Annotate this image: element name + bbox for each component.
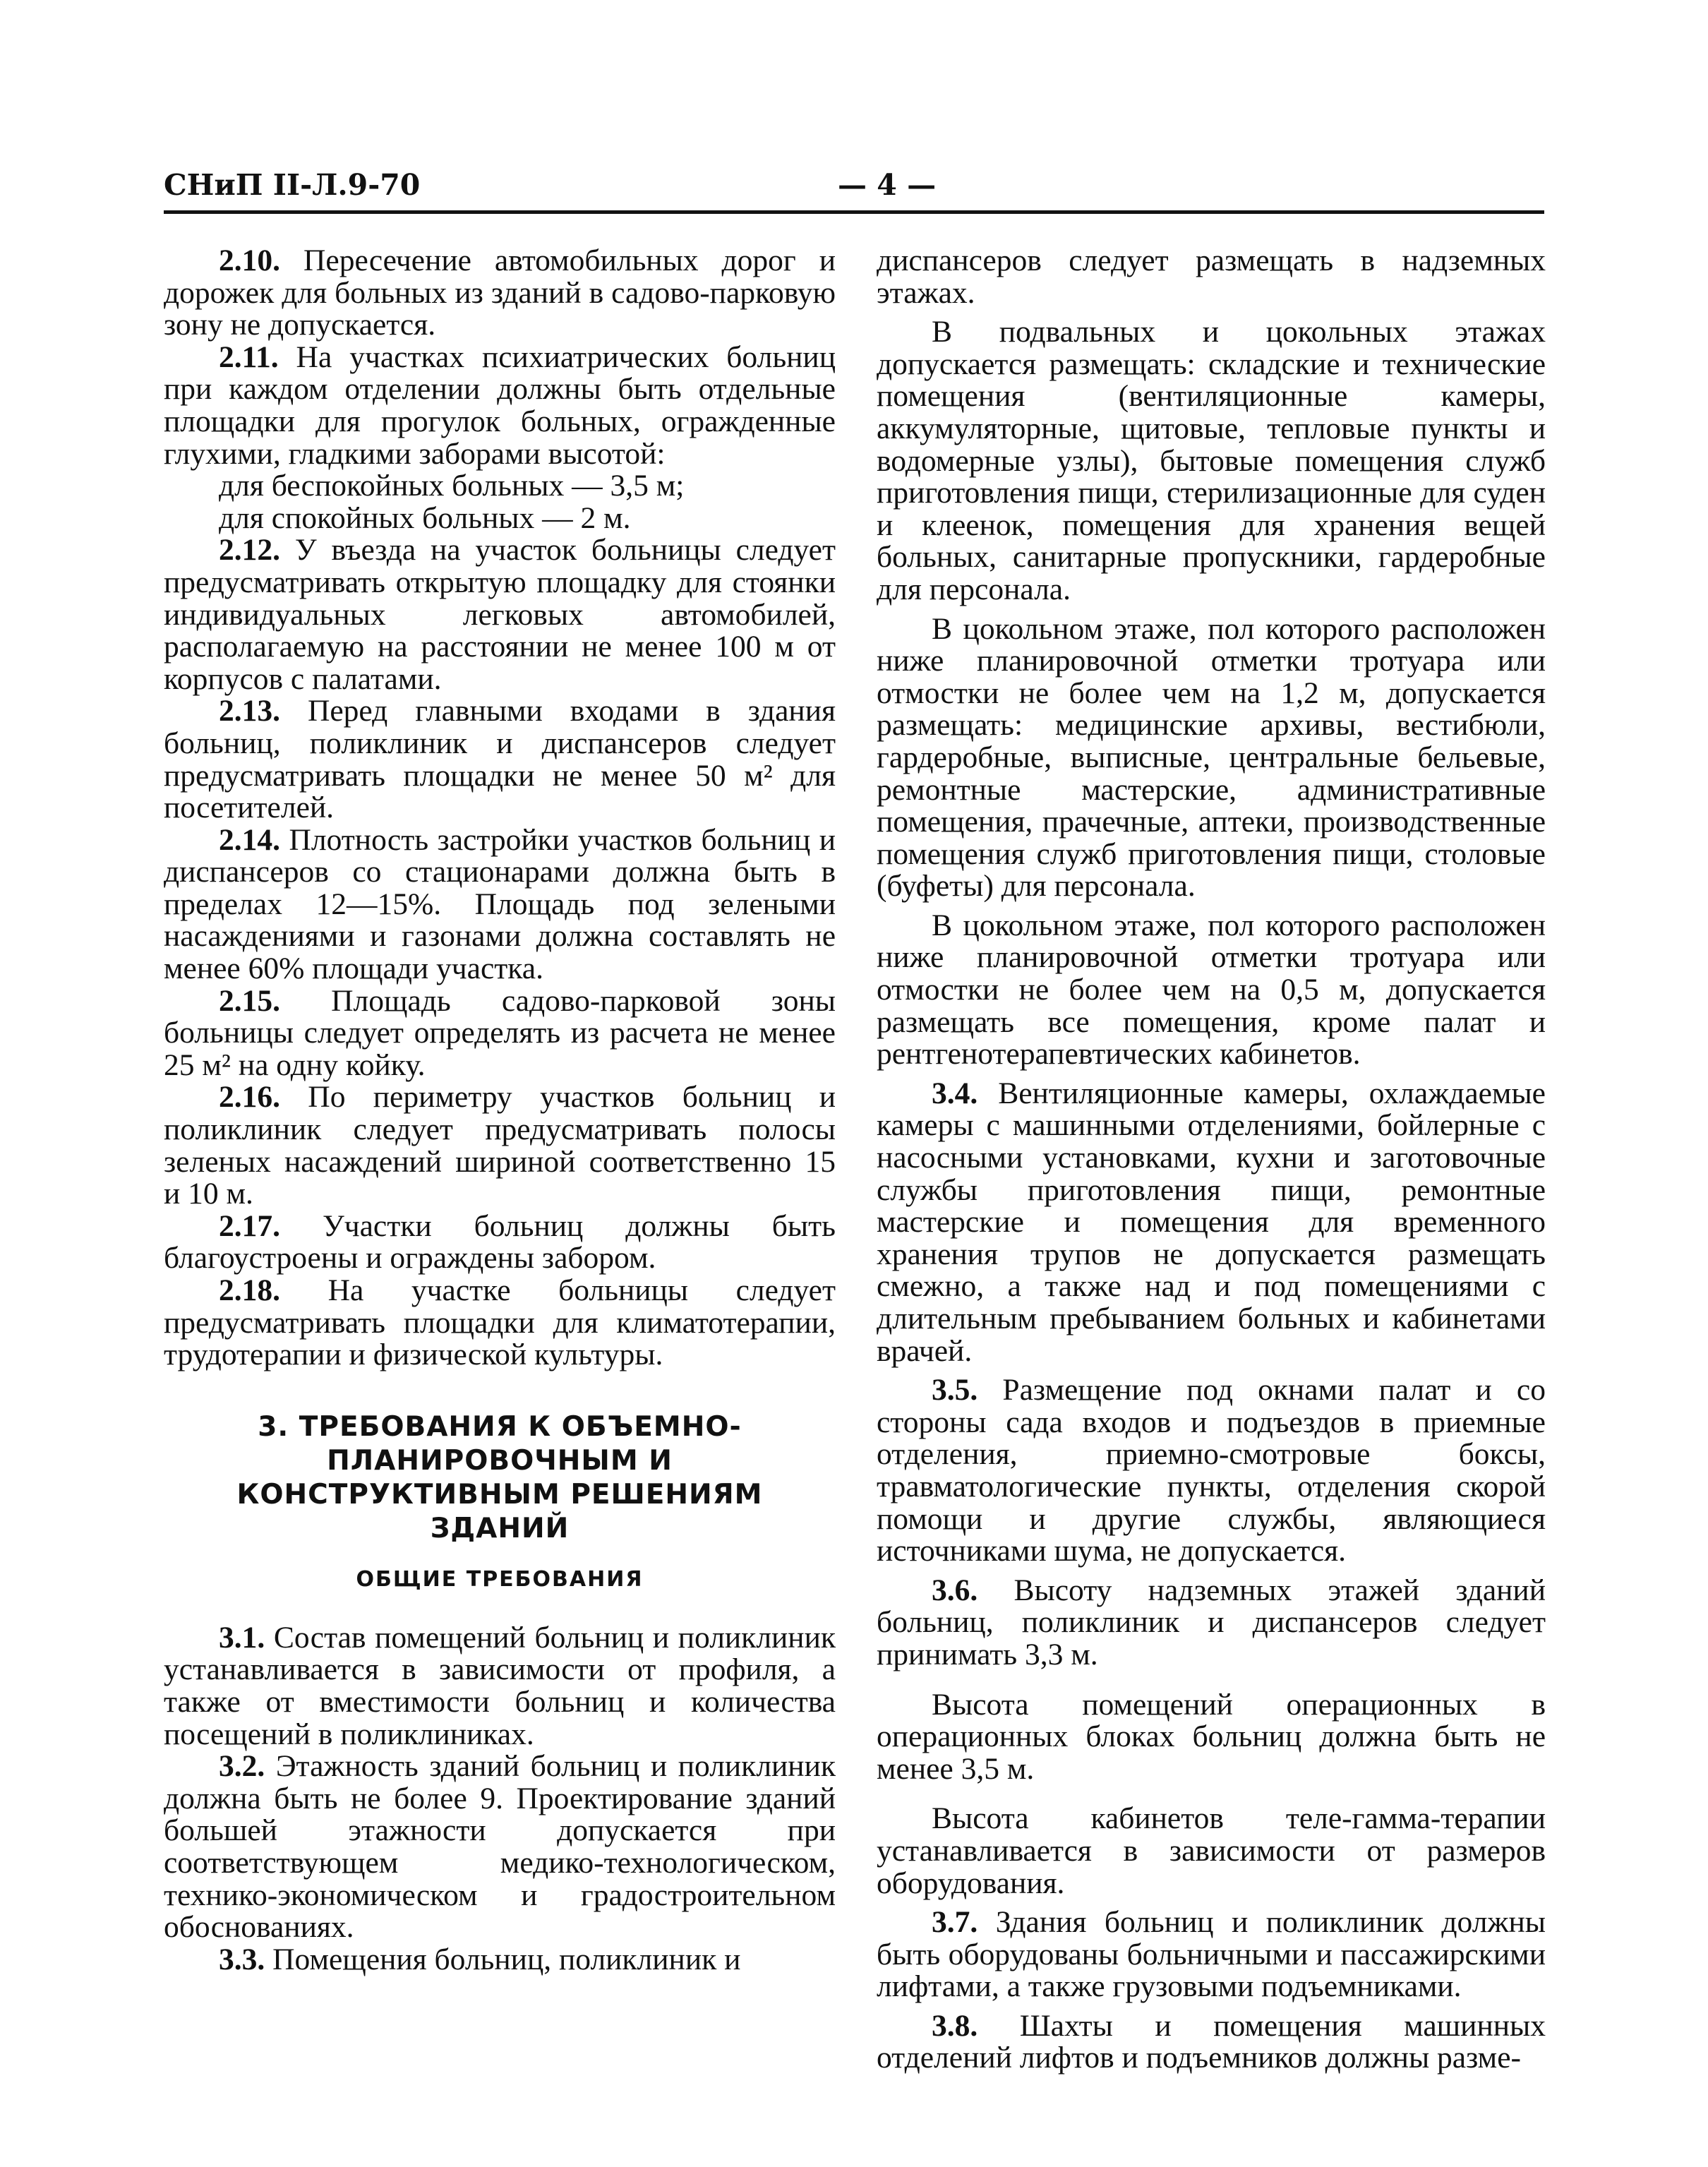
subsection-heading: ОБЩИЕ ТРЕБОВАНИЯ — [356, 1566, 644, 1592]
page-header — [164, 168, 1544, 209]
paragraph-2-15: 2.15. Площадь садово-парковой зоны больницы следует определять из расчета не менее 25 м² на одну койку. — [164, 983, 836, 1082]
paragraph-basement: В подвальных и цокольных этажах допускается размещать: складские и технические помещения (вентиляционные камеры, аккумуляторные, щитовые, тепловые пункты и водомерные узлы), бытовые помещения служб приготовления пищи, стерилизационные для суден и клеенок, помещения для хранения вещей больных, санитарные пропускники, гардеробные для персонала. — [877, 315, 1546, 606]
paragraph-2-10: 2.10. Пересечение автомобильных дорог и дорожек для больных из зданий в садово-парковую зону не допускается. — [164, 244, 836, 342]
paragraph-2-16: 2.16. По периметру участков больниц и поликлиник следует предусматривать полосы зеленых насаждений шириной соответственно 15 и 10 м. — [164, 1080, 836, 1211]
paragraph-3-7: 3.7. Здания больниц и поликлиник должны быть оборудованы больничными и пассажирскими лифтами, а также грузовыми подъемниками. — [877, 1905, 1546, 2004]
paragraph-operating-height: Высота помещений операционных в операционных блоках больниц должна быть не менее 3,5 м. — [877, 1687, 1546, 1786]
paragraph-3-2: 3.2. Этажность зданий больниц и поликлиник должна быть не более 9. Проектирование зданий большей этажности допускается при соответствующем медико-технологическом, технико-экономическом и градостроительном обоснованиях. — [164, 1749, 836, 1945]
paragraph-3-1: 3.1. Состав помещений больниц и поликлиник устанавливается в зависимости от профиля, а также от вместимости больниц и количества посещений в поликлиниках. — [164, 1620, 836, 1751]
paragraph-2-12: 2.12. У въезда на участок больницы следует предусматривать открытую площадку для стоянки индивидуальных легковых автомобилей, располагаемую на расстоянии не менее 100 м от корпусов с палатами. — [164, 533, 836, 696]
header-rule — [164, 210, 1544, 214]
paragraph-2-13: 2.13. Перед главными входами в здания больниц, поликлиник и диспансеров следует предусматривать площадки не менее 50 м² для посетителей. — [164, 694, 836, 825]
page-number: — 4 — — [838, 168, 937, 202]
paragraph-2-11: 2.11. На участках психиатрических больниц при каждом отделении должны быть отдельные площадки для прогулок больных, огражденные глухими, гладкими заборами высотой: — [164, 340, 836, 471]
section-heading: 3. ТРЕБОВАНИЯ К ОБЪЕМНО-ПЛАНИРОВОЧНЫМ И КОНСТРУКТИВНЫМ РЕШЕНИЯМ ЗДАНИЙ — [236, 1410, 763, 1544]
paragraph-3-3: 3.3. Помещения больниц, поликлиник и — [219, 1942, 741, 1976]
paragraph-2-11-item-2: для спокойных больных — 2 м. — [219, 500, 631, 535]
paragraph-2-14: 2.14. Плотность застройки участков больниц и диспансеров со стационарами должна быть в пределах 12—15%. Площадь под зелеными насаждениями и газонами должна составлять не менее 60% площади участка. — [164, 822, 836, 986]
paragraph-gamma-therapy: Высота кабинетов теле-гамма-терапии устанавливается в зависимости от размеров оборудования. — [877, 1801, 1546, 1900]
paragraph-3-4: 3.4. Вентиляционные камеры, охлаждаемые камеры с машинными отделениями, бойлерные с насосными установками, кухни и заготовочные службы приготовления пищи, ремонтные мастерские и помещения для временного хранения трупов не допускается размещать смежно, а также над и под помещениями с длительным пребыванием больных и кабинетами врачей. — [877, 1076, 1546, 1368]
paragraph-2-11-item-1: для беспокойных больных — 3,5 м; — [219, 469, 685, 503]
paragraph-3-6: 3.6. Высоту надземных этажей зданий больниц, поликлиник и диспансеров следует принимать 3,3 м. — [877, 1573, 1546, 1671]
paragraph-plinth-1-2: В цокольном этаже, пол которого расположен ниже планировочной отметки тротуара или отмостки не более чем на 1,2 м, допускается размещать: медицинские архивы, вестибюли, гардеробные, выписные, центральные бельевые, ремонтные мастерские, административные помещения, прачечные, аптеки, производственные помещения служб приготовления пищи, столовые (буфеты) для персонала. — [877, 611, 1546, 904]
paragraph-continuation: диспансеров следует размещать в надземных этажах. — [877, 244, 1546, 310]
paragraph-2-18: 2.18. На участке больницы следует предусматривать площадки для климатотерапии, трудотерапии и физической культуры. — [164, 1273, 836, 1372]
document-code: СНиП II-Л.9-70 — [164, 168, 421, 202]
paragraph-3-8: 3.8. Шахты и помещения машинных отделений лифтов и подъемников должны разме- — [877, 2008, 1546, 2075]
paragraph-3-5: 3.5. Размещение под окнами палат и со стороны сада входов и подъездов в приемные отделения, приемно-смотровые боксы, травматологические пункты, отделения скорой помощи и другие службы, являющиеся источниками шума, не допускается. — [877, 1373, 1546, 1568]
right-column — [877, 245, 1546, 2075]
left-column — [164, 245, 836, 1976]
paragraph-plinth-0-5: В цокольном этаже, пол которого расположен ниже планировочной отметки тротуара или отмостки не более чем на 0,5 м, допускается размещать все помещения, кроме палат и рентгенотерапевтических кабинетов. — [877, 908, 1546, 1072]
paragraph-2-17: 2.17. Участки больниц должны быть благоустроены и ограждены забором. — [164, 1208, 836, 1275]
